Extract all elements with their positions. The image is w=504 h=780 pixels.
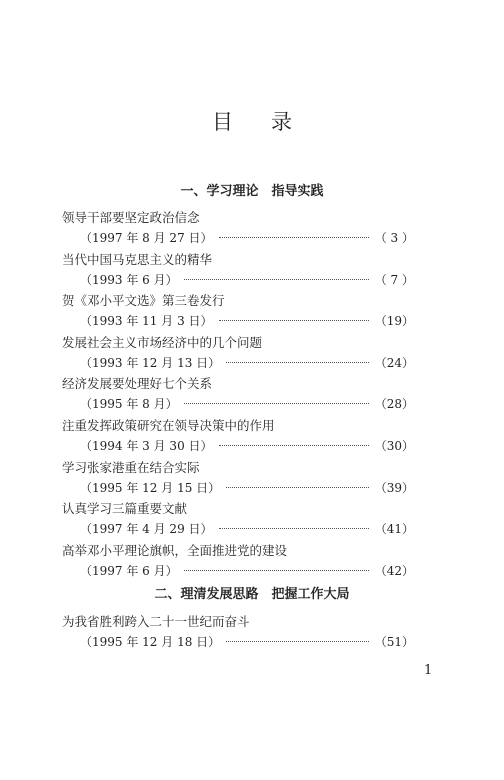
entry-title: 学习张家港重在结合实际 xyxy=(62,459,200,475)
entry-page-number: （19） xyxy=(374,314,414,329)
entry-date: （1993 年 11 月 3 日） xyxy=(80,314,213,329)
toc-entry xyxy=(62,374,414,416)
dot-leader xyxy=(219,445,369,446)
entry-title: 领导干部要坚定政治信念 xyxy=(62,210,200,225)
section-heading: 二、理清发展思路 把握工作大局 xyxy=(154,587,350,602)
entry-title: 注重发挥政策研究在领导决策中的作用 xyxy=(62,417,275,433)
toc-entry xyxy=(62,333,414,375)
entry-title: 发展社会主义市场经济中的几个问题 xyxy=(62,334,263,350)
toc-entry xyxy=(62,499,414,541)
entry-date-line xyxy=(62,270,414,290)
toc-entry xyxy=(62,416,414,458)
entry-page-number: （39） xyxy=(374,480,414,495)
entry-date: （1993 年 6 月） xyxy=(80,272,178,287)
entry-date-line xyxy=(62,478,414,498)
toc-title: 目录 xyxy=(212,110,330,134)
dot-leader xyxy=(184,570,369,571)
toc-entry xyxy=(62,541,414,583)
page-number: 1 xyxy=(424,663,433,678)
toc-entry xyxy=(62,458,414,500)
toc-entry xyxy=(62,208,414,250)
toc-entry xyxy=(62,250,414,292)
entry-date-line xyxy=(62,519,414,539)
entry-date-line xyxy=(62,228,414,248)
entry-date: （1997 年 8 月 27 日） xyxy=(80,231,213,245)
entry-page-number: （24） xyxy=(374,355,414,370)
entry-date-line xyxy=(62,394,414,414)
entry-title: 认真学习三篇重要文献 xyxy=(62,501,188,517)
entry-page-number: （42） xyxy=(374,563,414,578)
entry-page-number: （ 7 ） xyxy=(374,272,414,287)
entry-date: （1995 年 12 月 18 日） xyxy=(80,635,221,649)
entry-date-line xyxy=(62,353,414,373)
section-heading: 一、学习理论 指导实践 xyxy=(180,184,324,199)
entry-title: 为我省胜利跨入二十一世纪而奋斗 xyxy=(62,614,250,629)
dot-leader xyxy=(219,320,369,321)
dot-leader xyxy=(219,528,369,529)
dot-leader xyxy=(226,362,369,363)
entry-page-number: （ 3 ） xyxy=(374,231,414,245)
dot-leader xyxy=(226,641,369,642)
toc-entry xyxy=(62,291,414,333)
toc-entry xyxy=(62,612,414,654)
entry-date-line xyxy=(62,311,414,331)
entry-title: 经济发展要处理好七个关系 xyxy=(62,376,213,392)
entry-page-number: （51） xyxy=(374,635,414,649)
entry-page-number: （41） xyxy=(374,522,414,537)
entry-page-number: （30） xyxy=(374,438,414,453)
entry-date: （1997 年 6 月） xyxy=(80,563,178,578)
section-entries xyxy=(62,208,414,582)
entry-date: （1995 年 8 月） xyxy=(80,397,178,412)
entry-title: 高举邓小平理论旗帜，全面推进党的建设 xyxy=(62,542,288,558)
entry-date: （1997 年 4 月 29 日） xyxy=(80,522,213,537)
section-entries xyxy=(62,612,414,654)
entry-date-line xyxy=(62,561,414,581)
entry-date-line xyxy=(62,632,414,652)
dot-leader xyxy=(219,237,369,238)
dot-leader xyxy=(184,403,369,404)
entry-date: （1995 年 12 月 15 日） xyxy=(80,480,221,495)
entry-date-line xyxy=(62,436,414,456)
entry-title: 当代中国马克思主义的精华 xyxy=(62,251,213,267)
entry-title: 贺《邓小平文选》第三卷发行 xyxy=(62,293,225,309)
entry-date: （1993 年 12 月 13 日） xyxy=(80,355,221,370)
entry-page-number: （28） xyxy=(374,397,414,412)
entry-date: （1994 年 3 月 30 日） xyxy=(80,438,213,453)
dot-leader xyxy=(184,279,369,280)
dot-leader xyxy=(226,487,369,488)
